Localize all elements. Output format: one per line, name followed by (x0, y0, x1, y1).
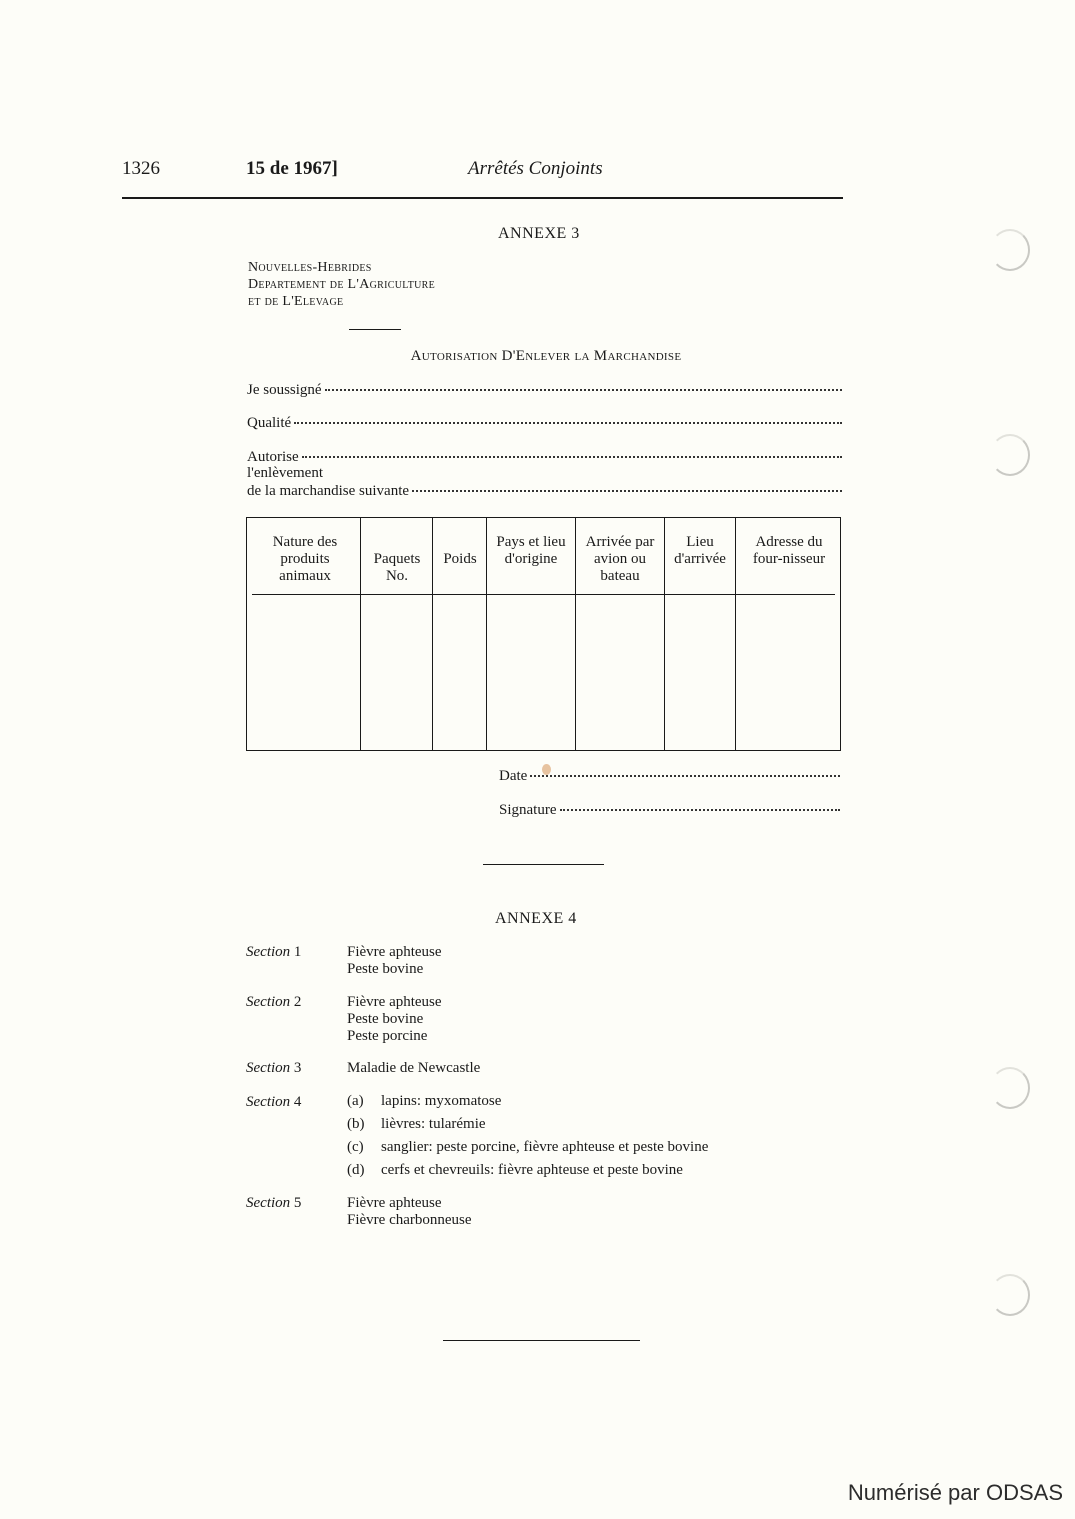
marchandise-field[interactable] (247, 483, 842, 500)
header-paquets: Paquets No. (373, 551, 421, 584)
section-4-label: Section 4 (246, 1094, 302, 1110)
header-rule (122, 197, 843, 199)
section-1-line: Peste bovine (347, 961, 424, 977)
department-line-2: Departement de L'Agriculture (248, 277, 436, 292)
header-adresse-fournisseur: Adresse du four-nisseur (752, 534, 826, 567)
section-2-line: Fièvre aphteuse (347, 994, 442, 1010)
punch-hole (990, 434, 1030, 476)
running-title: Arrêtés Conjoints (468, 158, 603, 179)
page-number: 1326 (122, 158, 160, 179)
soussigne-field[interactable] (247, 382, 842, 399)
table-entry-area[interactable] (247, 596, 840, 750)
header-arrivee: Arrivée par avion ou bateau (585, 534, 655, 584)
header-pays-origine: Pays et lieu d'origine (496, 534, 566, 567)
section-5-line: Fièvre aphteuse (347, 1195, 442, 1211)
section-2-line: Peste bovine (347, 1011, 424, 1027)
section-2-line: Peste porcine (347, 1028, 428, 1044)
signature-field[interactable] (499, 802, 840, 819)
department-line-1: Nouvelles-Hebrides (248, 260, 372, 275)
issue-reference: 15 de 1967] (246, 158, 338, 179)
section-1-body (347, 944, 442, 978)
header-nature-des-produits: Nature des produits animaux (272, 534, 338, 584)
department-block (248, 259, 435, 310)
qualite-field[interactable] (247, 415, 842, 432)
signature-dotted-line[interactable] (560, 808, 841, 811)
qualite-label: Qualité (247, 415, 292, 431)
stain-spot (542, 764, 551, 775)
header-poids: Poids (443, 551, 477, 567)
section-2-body (347, 994, 442, 1045)
section-4-item: (c) sanglier: peste porcine, fièvre aphteuse et peste bovine (347, 1139, 709, 1155)
soussigne-label: Je soussigné (247, 382, 322, 398)
section-1-label: Section 1 (246, 944, 302, 960)
section-5-body (347, 1195, 472, 1229)
marchandise-label: de la marchandise suivante (247, 483, 410, 499)
separator-rule (483, 864, 604, 865)
signature-label: Signature (499, 802, 557, 818)
autorise-label: Autorise (247, 449, 299, 465)
annexe-4-title: ANNEXE 4 (495, 910, 577, 927)
punch-hole (990, 229, 1030, 271)
autorise-dotted-line[interactable] (302, 455, 842, 458)
section-4-body (347, 1090, 708, 1182)
section-3-body (347, 1060, 480, 1077)
section-1-line: Fièvre aphteuse (347, 944, 442, 960)
section-5-line: Fièvre charbonneuse (347, 1212, 472, 1228)
annexe-3-title: ANNEXE 3 (498, 225, 580, 242)
soussigne-dotted-line[interactable] (325, 388, 842, 391)
goods-table (246, 517, 841, 751)
digitization-watermark: Numérisé par ODSAS (847, 1480, 1063, 1505)
end-rule (443, 1340, 640, 1341)
section-3-line: Maladie de Newcastle (347, 1060, 481, 1076)
autorise-field[interactable] (247, 449, 842, 466)
date-label: Date (499, 768, 528, 784)
marchandise-dotted-line[interactable] (412, 489, 842, 492)
section-5-label: Section 5 (246, 1195, 302, 1211)
section-4-item: (d) cerfs et chevreuils: fièvre aphteuse et peste bovine (347, 1162, 683, 1178)
punch-hole (990, 1274, 1030, 1316)
table-header-rule (252, 594, 835, 595)
enlevement-label: l'enlèvement (247, 465, 324, 481)
date-dotted-line[interactable] (530, 774, 840, 777)
form-title: Autorisation D'Enlever la Marchandise (410, 348, 682, 364)
qualite-dotted-line[interactable] (294, 421, 842, 424)
separator-rule (349, 329, 401, 330)
department-line-3: et de L'Elevage (248, 294, 344, 309)
section-4-item: (b) lièvres: tularémie (347, 1116, 486, 1132)
section-2-label: Section 2 (246, 994, 302, 1010)
punch-hole (990, 1067, 1030, 1109)
section-4-item: (a) lapins: myxomatose (347, 1093, 502, 1109)
header-lieu-arrivee: Lieu d'arrivée (674, 534, 726, 567)
section-3-label: Section 3 (246, 1060, 302, 1076)
